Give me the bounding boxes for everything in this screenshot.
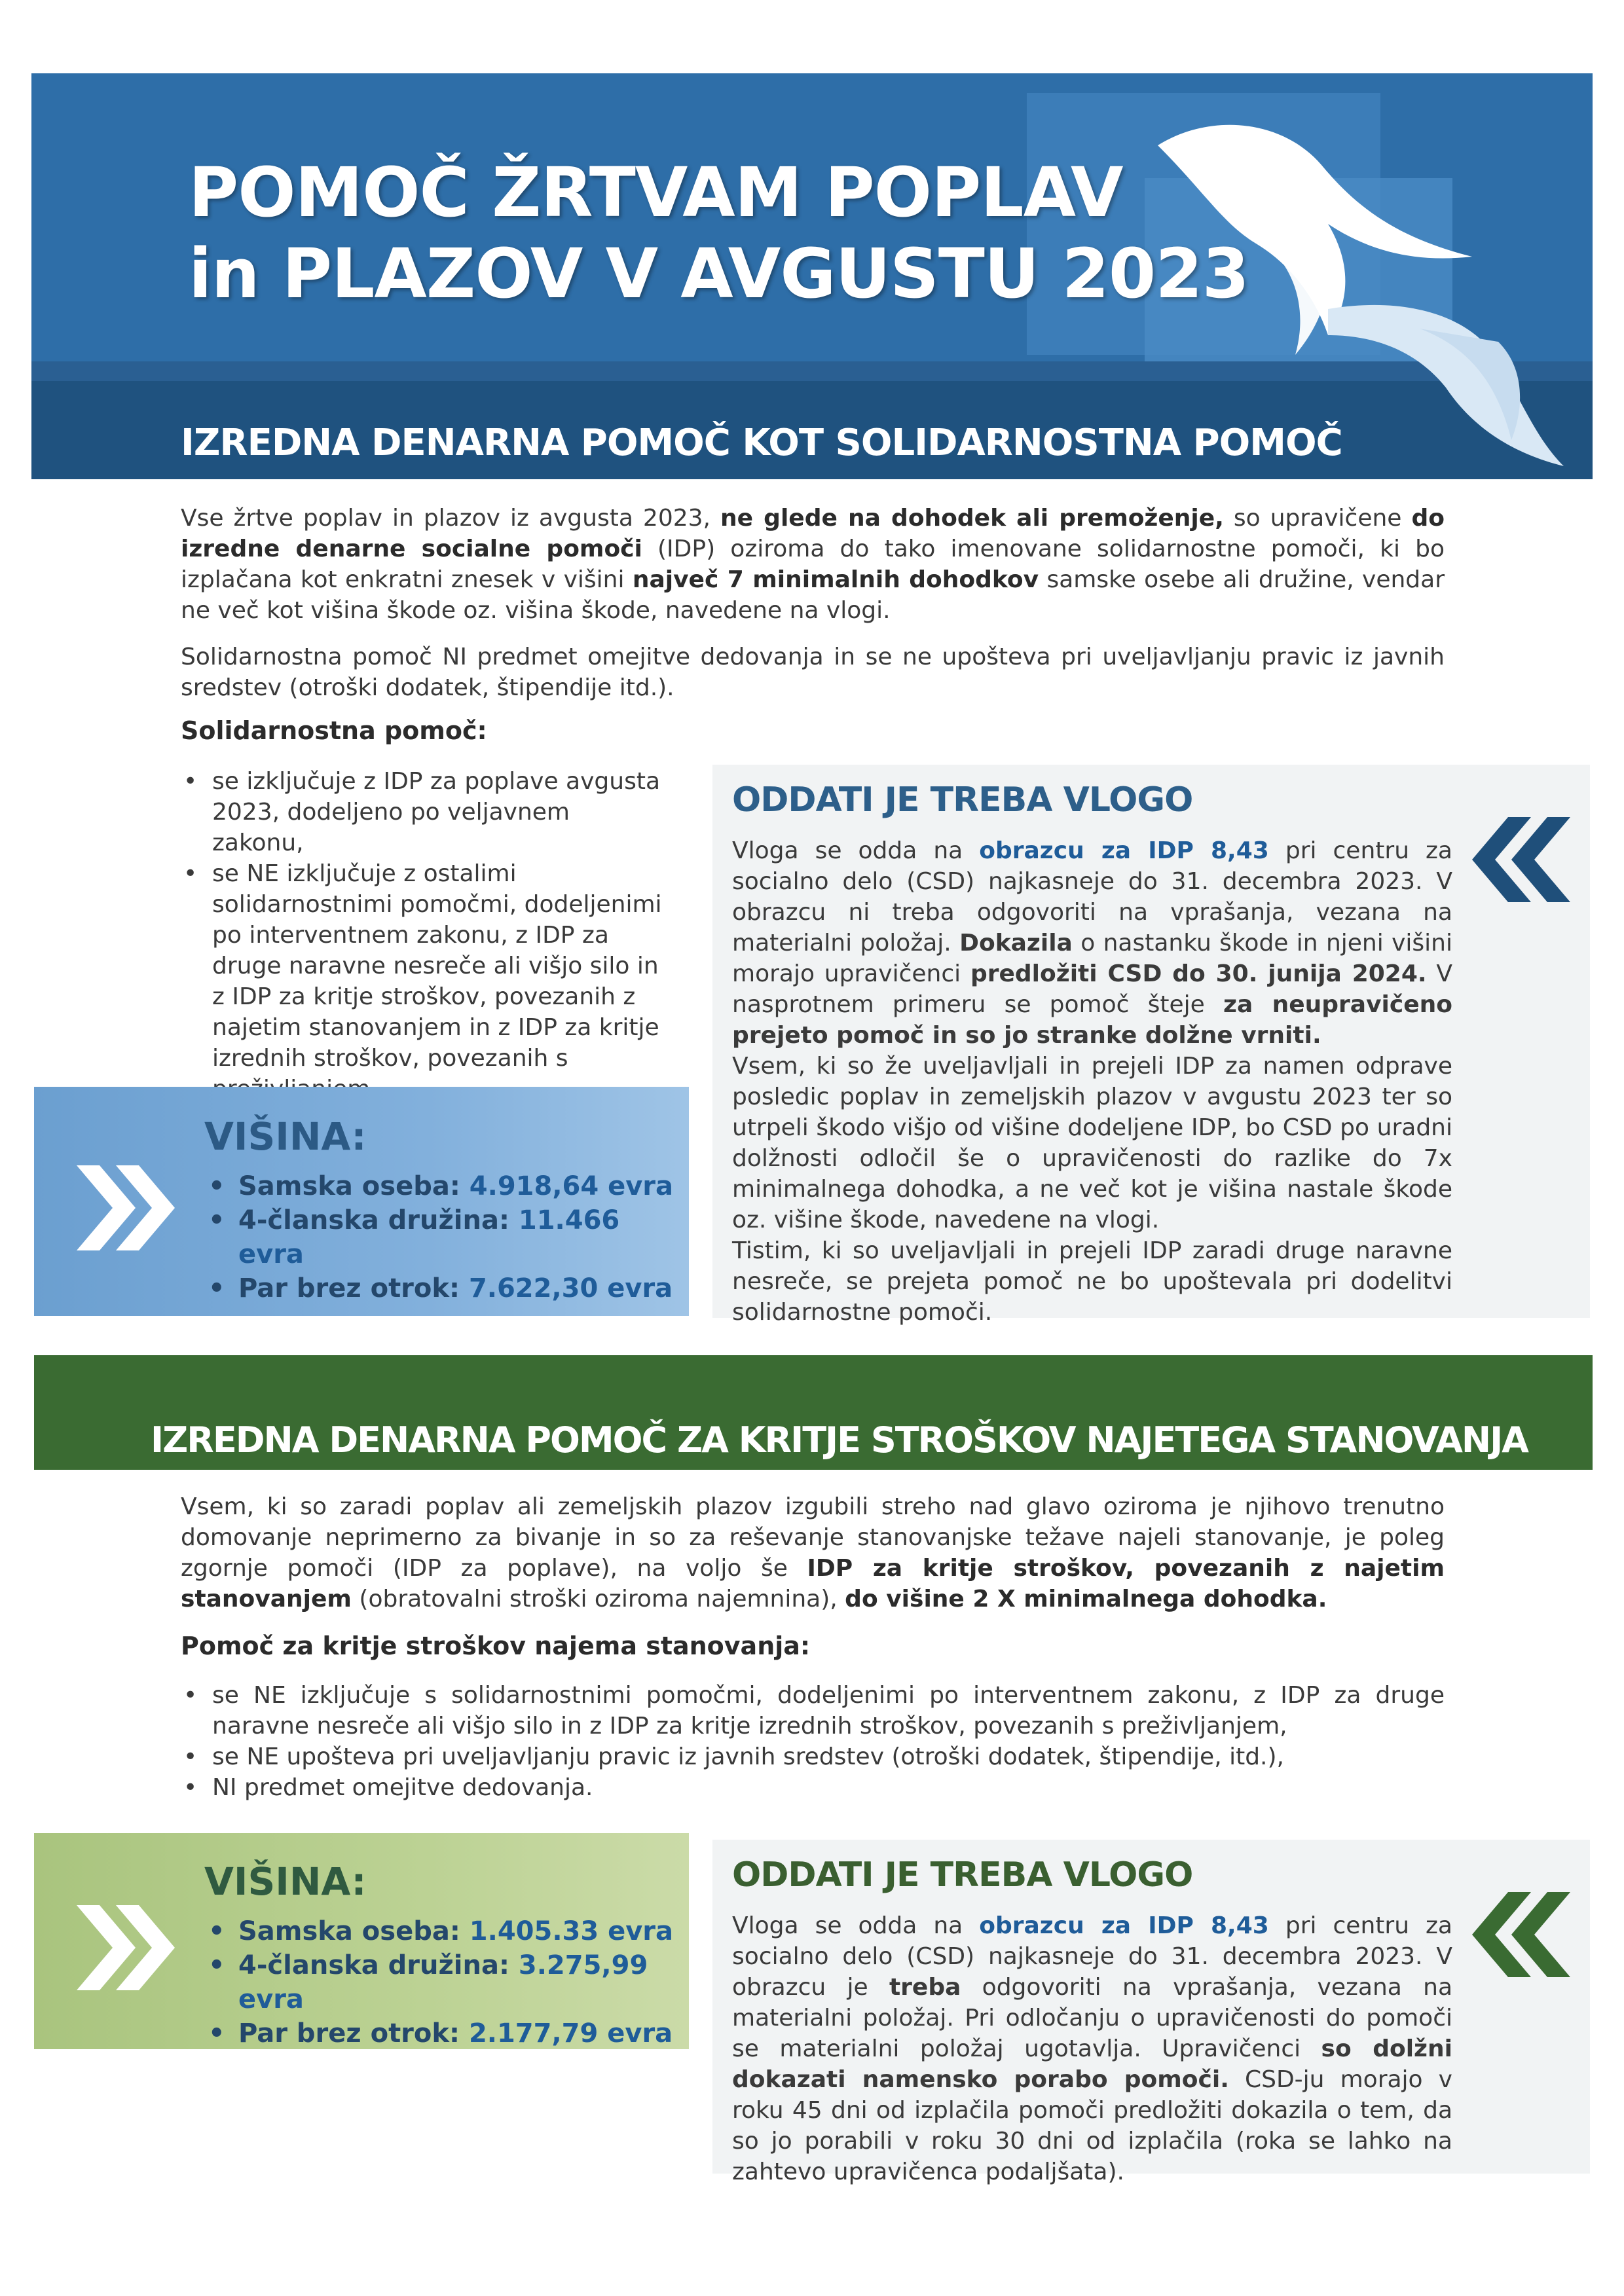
item-value: 4.918,64 evra [469, 1171, 674, 1201]
bold-run: ne glede na dohodek ali premoženje, [720, 505, 1224, 532]
list-item: • se NE upošteva pri uveljavljanju pravic iz javnih sredstev (otroški dodatek, štipendije, itd.), [181, 1741, 1445, 1772]
visina-title: VIŠINA: [204, 1859, 367, 1904]
text-run: pri centru za socialno delo (CSD) najkasneje do 31. decembra 2023. V obrazcu je [732, 1912, 1452, 2001]
oddati-box-2 [712, 1840, 1590, 2185]
oddati-paragraph-3: Tistim, ki so uveljavljali in prejeli IDP zaradi druge naravne nesreče, se prejeta pomoč ne bo upoštevala pri dodelitvi solidarnostne pomoči. [732, 1237, 1452, 1326]
section1-paragraph-2: Solidarnostna pomoč NI predmet omejitve dedovanja in se ne upošteva pri uveljavljanju pravic iz javnih sredstev (otroški dodatek, štipendije itd.). [181, 644, 1445, 701]
item-label: Par brez otrok: [238, 2018, 460, 2049]
double-chevron-right-icon [70, 1899, 181, 1997]
oddati-title: ODDATI JE TREBA VLOGO [732, 780, 1193, 820]
oddati-box-1 [712, 765, 1590, 1326]
text-run: Vloga se odda na [732, 1912, 980, 1939]
item-label: Samska oseba: [238, 1916, 460, 1946]
text-run: CSD-ju morajo v roku 45 dni od izplačila pomoči predložiti dokazila o tem, da so jo porabili v roku 30 dni od izplačila (roka se lahko na zahtevo upravičenca podaljšata). [732, 2066, 1452, 2185]
item-value: 2.177,79 evra [468, 2018, 673, 2049]
section1-intro [181, 503, 1445, 626]
item-label: Par brez otrok: [238, 1273, 460, 1303]
bold-run: za neupravičeno prejeto pomoč in so jo stranke dolžne vrniti. [732, 991, 1452, 1049]
list-item [204, 1169, 689, 1203]
list-item [204, 1914, 689, 1948]
text-run: Vloga se odda na [732, 837, 980, 864]
item-label: 4-članska družina: [238, 1950, 509, 1980]
title-line-2: in PLAZOV V AVGUSTU 2023 [189, 234, 1249, 314]
oddati-text [732, 1910, 1452, 2187]
bold-run: največ 7 minimalnih dohodkov [632, 566, 1039, 593]
item-value: 3.275,99 evra [238, 1950, 648, 2014]
text-run: so upravičene [1223, 505, 1412, 532]
bold-run: treba [889, 1974, 961, 2001]
bold-run: Dokazila [959, 930, 1073, 957]
list-item: • se NE izključuje z ostalimi solidarnostnimi pomočmi, dodeljenimi po interventnem zakonu, z IDP za druge naravne nesreče ali višjo silo in z IDP za kritje stroškov, povezanih z najetim stanovanjem in z IDP za kritje izrednih stroškov, povezanih s [181, 858, 665, 1104]
visina-title: VIŠINA: [204, 1114, 367, 1159]
list-item [204, 2016, 689, 2050]
title-line-1: POMOČ ŽRTVAM POPLAV [189, 153, 1123, 232]
header-banner [31, 73, 1593, 479]
double-chevron-right-icon [70, 1159, 181, 1257]
list-item [204, 1271, 689, 1305]
section2-heading: IZREDNA DENARNA POMOČ ZA KRITJE STROŠKOV NAJETEGA STANOVANJA [151, 1419, 1528, 1461]
section2-bullet-list [181, 1680, 1445, 1803]
section1-subheading: Solidarnostna pomoč: [181, 716, 487, 745]
list-item [204, 1948, 689, 2016]
section2-subheading: Pomoč za kritje stroškov najema stanovanja: [181, 1631, 811, 1660]
bold-run: IDP za kritje stroškov, povezanih z najetim stanovanjem [181, 1555, 1445, 1613]
visina-list [204, 1914, 689, 2050]
oddati-paragraph-2: Vsem, ki so že uveljavljali in prejeli IDP za namen odprave posledic poplav in zemeljskih plazov v avgustu 2023 ter so utrpeli škodo višjo od višine dodeljene IDP, bo CSD po uradni dolžnosti odločil še o upravičenosti do razlike do 7x minimalnega dohodka, a ne več kot je višina nastale škode oz. višine škode, navedene na vlogi. [732, 1053, 1452, 1233]
text-run: o nastanku škode in njeni višini morajo upravičenci [732, 930, 1452, 987]
visina-list [204, 1169, 689, 1305]
oddati-title: ODDATI JE TREBA VLOGO [732, 1855, 1193, 1895]
bold-run: so dolžni dokazati namensko porabo pomoči. [732, 2035, 1452, 2093]
bold-run: obrazcu za IDP 8,43 [979, 837, 1269, 864]
section2-intro [181, 1491, 1445, 1614]
text-run: V nasprotnem primeru se pomoč šteje [732, 960, 1452, 1018]
text-run: samske osebe ali družine, vendar ne več kot višina škode oz. višina škode, navedene na vlogi. [181, 566, 1445, 624]
visina-box-2 [34, 1833, 689, 2049]
text-run: Vsem, ki so zaradi poplav ali zemeljskih plazov izgubili streho nad glavo oziroma je njihovo trenutno domovanje neprimerno za bivanje in so za reševanje stanovanjske težave najeli stanovanje, je poleg zgornje pomoči (IDP za poplave), na voljo še [181, 1493, 1445, 1582]
text-run: Vse žrtve poplav in plazov iz avgusta 2023, [181, 505, 721, 532]
item-label: 4-članska družina: [238, 1205, 509, 1235]
bold-run: do višine 2 X minimalnega dohodka. [845, 1586, 1327, 1613]
text-run: pri centru za socialno delo (CSD) najkasneje do 31. decembra 2023. V obrazcu ni treba odgovoriti na vprašanja, vezana na materialni položaj. [732, 837, 1452, 957]
double-chevron-left-icon [1466, 1886, 1577, 1984]
page-title [189, 152, 1249, 314]
bold-run: do izredne denarne socialne pomoči [181, 505, 1445, 562]
section1-heading: IZREDNA DENARNA POMOČ KOT SOLIDARNOSTNA POMOČ [181, 422, 1342, 464]
text-run: odgovoriti na vprašanja, vezana na materialni položaj. Pri odločanju o upravičenosti do pomoči se materialni položaj ugotavlja. Upravičenci [732, 1974, 1452, 2062]
bold-run: predložiti CSD do 30. junija 2024. [970, 960, 1427, 987]
oddati-text [732, 835, 1452, 1328]
list-item [204, 1203, 689, 1271]
item-value: 7.622,30 evra [468, 1273, 673, 1303]
double-chevron-left-icon [1466, 811, 1577, 909]
text-run: (obratovalni stroški oziroma najemnina), [351, 1586, 845, 1613]
list-item: • se izključuje z IDP za poplave avgusta 2023, dodeljeno po veljavnem zakonu, [181, 766, 665, 858]
text-run: (IDP) oziroma do tako imenovane solidarnostne pomoči, ki bo izplačana kot enkratni znesek v višini [181, 536, 1445, 593]
item-label: Samska oseba: [238, 1171, 460, 1201]
visina-box-1 [34, 1087, 689, 1316]
list-item: • se NE izključuje s solidarnostnimi pomočmi, dodeljenimi po interventnem zakonu, z IDP za druge naravne nesreče ali višjo silo in z IDP za kritje izrednih stroškov, povezanih s preživljanjem, [181, 1680, 1445, 1741]
item-value: 11.466 evra [238, 1205, 620, 1269]
item-value: 1.405.33 evra [469, 1916, 674, 1946]
list-item: • NI predmet omejitve dedovanja. [181, 1772, 1445, 1803]
bold-run: obrazcu za IDP 8,43 [979, 1912, 1269, 1939]
section1-bullet-list [181, 766, 665, 1104]
